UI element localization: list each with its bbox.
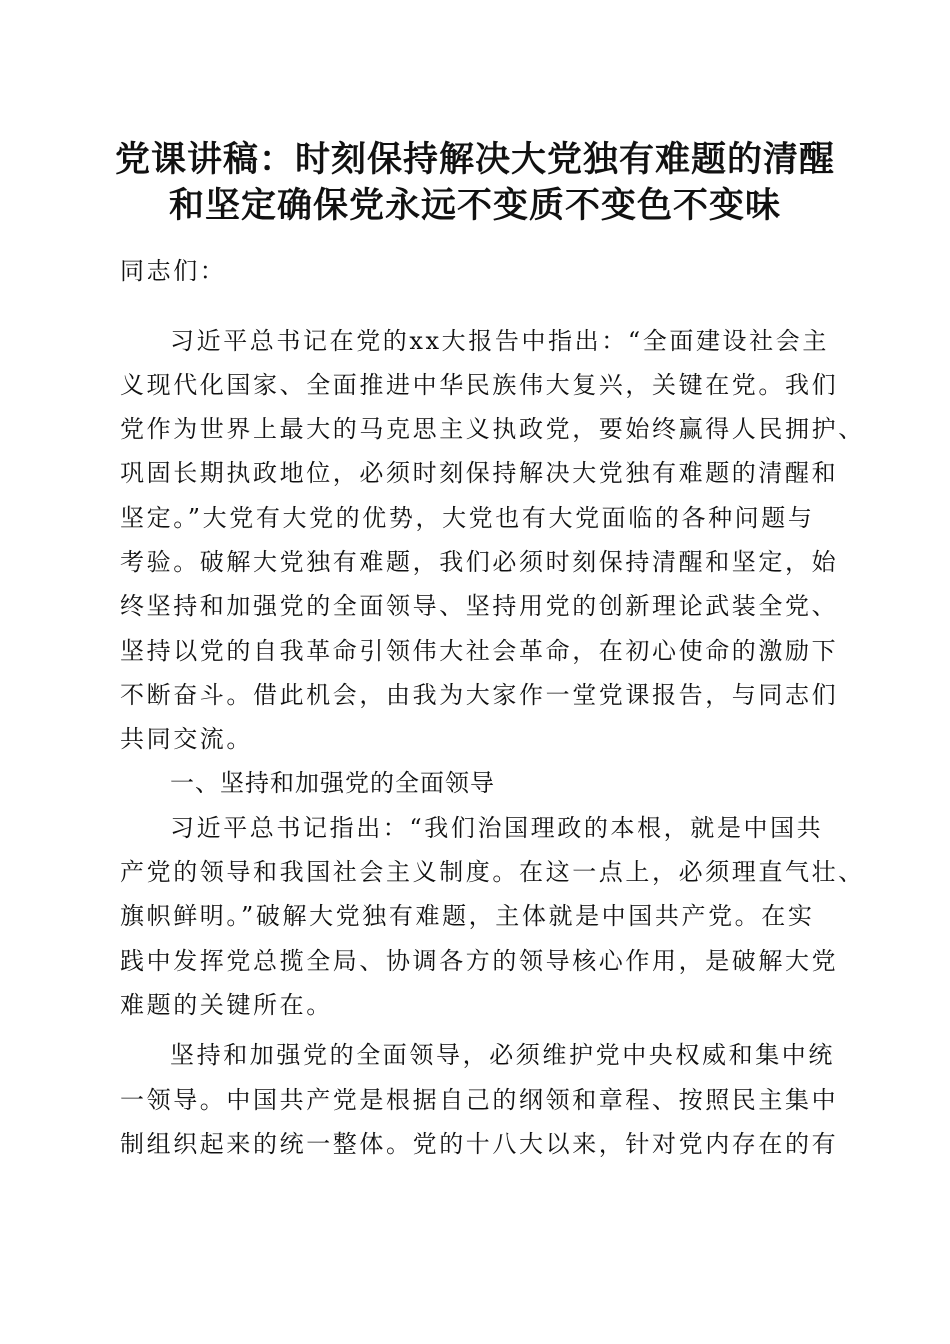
document-title-line-2: 和坚定确保党永远不变质不变色不变味 <box>168 185 781 226</box>
paragraph-3-line: 坚持和加强党的全面领导，必须维护党中央权威和集中统 <box>170 1041 835 1069</box>
paragraph-1-line: 考验。破解大党独有难题，我们必须时刻保持清醒和坚定，始 <box>120 548 839 576</box>
paragraph-1-line: 巩固长期执政地位，必须时刻保持解决大党独有难题的清醒和 <box>120 459 839 487</box>
paragraph-1-line: 坚定。”大党有大党的优势，大党也有大党面临的各种问题与 <box>120 504 815 532</box>
paragraph-1-line: 坚持以党的自我革命引领伟大社会革命，在初心使命的激励下 <box>120 637 839 665</box>
section-heading-1: 一、坚持和加强党的全面领导 <box>170 769 495 797</box>
salutation: 同志们： <box>120 257 227 285</box>
paragraph-1-line: 义现代化国家、全面推进中华民族伟大复兴，关键在党。我们 <box>120 371 839 399</box>
paragraph-2-line: 践中发挥党总揽全局、协调各方的领导核心作用，是破解大党 <box>120 947 839 975</box>
paragraph-1-line: 终坚持和加强党的全面领导、坚持用党的创新理论武装全党、 <box>120 592 839 620</box>
paragraph-1-line: 不断奋斗。借此机会，由我为大家作一堂党课报告，与同志们 <box>120 681 839 709</box>
paragraph-1-line: 习近平总书记在党的xx大报告中指出：“全面建设社会主 <box>170 327 829 355</box>
document-title-line-1: 党课讲稿：时刻保持解决大党独有难题的清醒 <box>114 139 835 180</box>
paragraph-2-line: 产党的领导和我国社会主义制度。在这一点上，必须理直气壮、 <box>120 858 865 886</box>
paragraph-1-line: 共同交流。 <box>120 725 253 753</box>
paragraph-2-line: 旗帜鲜明。”破解大党独有难题，主体就是中国共产党。在实 <box>120 902 815 930</box>
paragraph-2-line: 习近平总书记指出：“我们治国理政的本根，就是中国共 <box>170 814 824 842</box>
paragraph-1-line: 党作为世界上最大的马克思主义执政党，要始终赢得人民拥护、 <box>120 415 865 443</box>
paragraph-2-line: 难题的关键所在。 <box>120 991 333 1019</box>
paragraph-3-line: 制组织起来的统一整体。党的十八大以来，针对党内存在的有 <box>120 1130 839 1158</box>
paragraph-3-line: 一领导。中国共产党是根据自己的纲领和章程、按照民主集中 <box>120 1086 839 1114</box>
